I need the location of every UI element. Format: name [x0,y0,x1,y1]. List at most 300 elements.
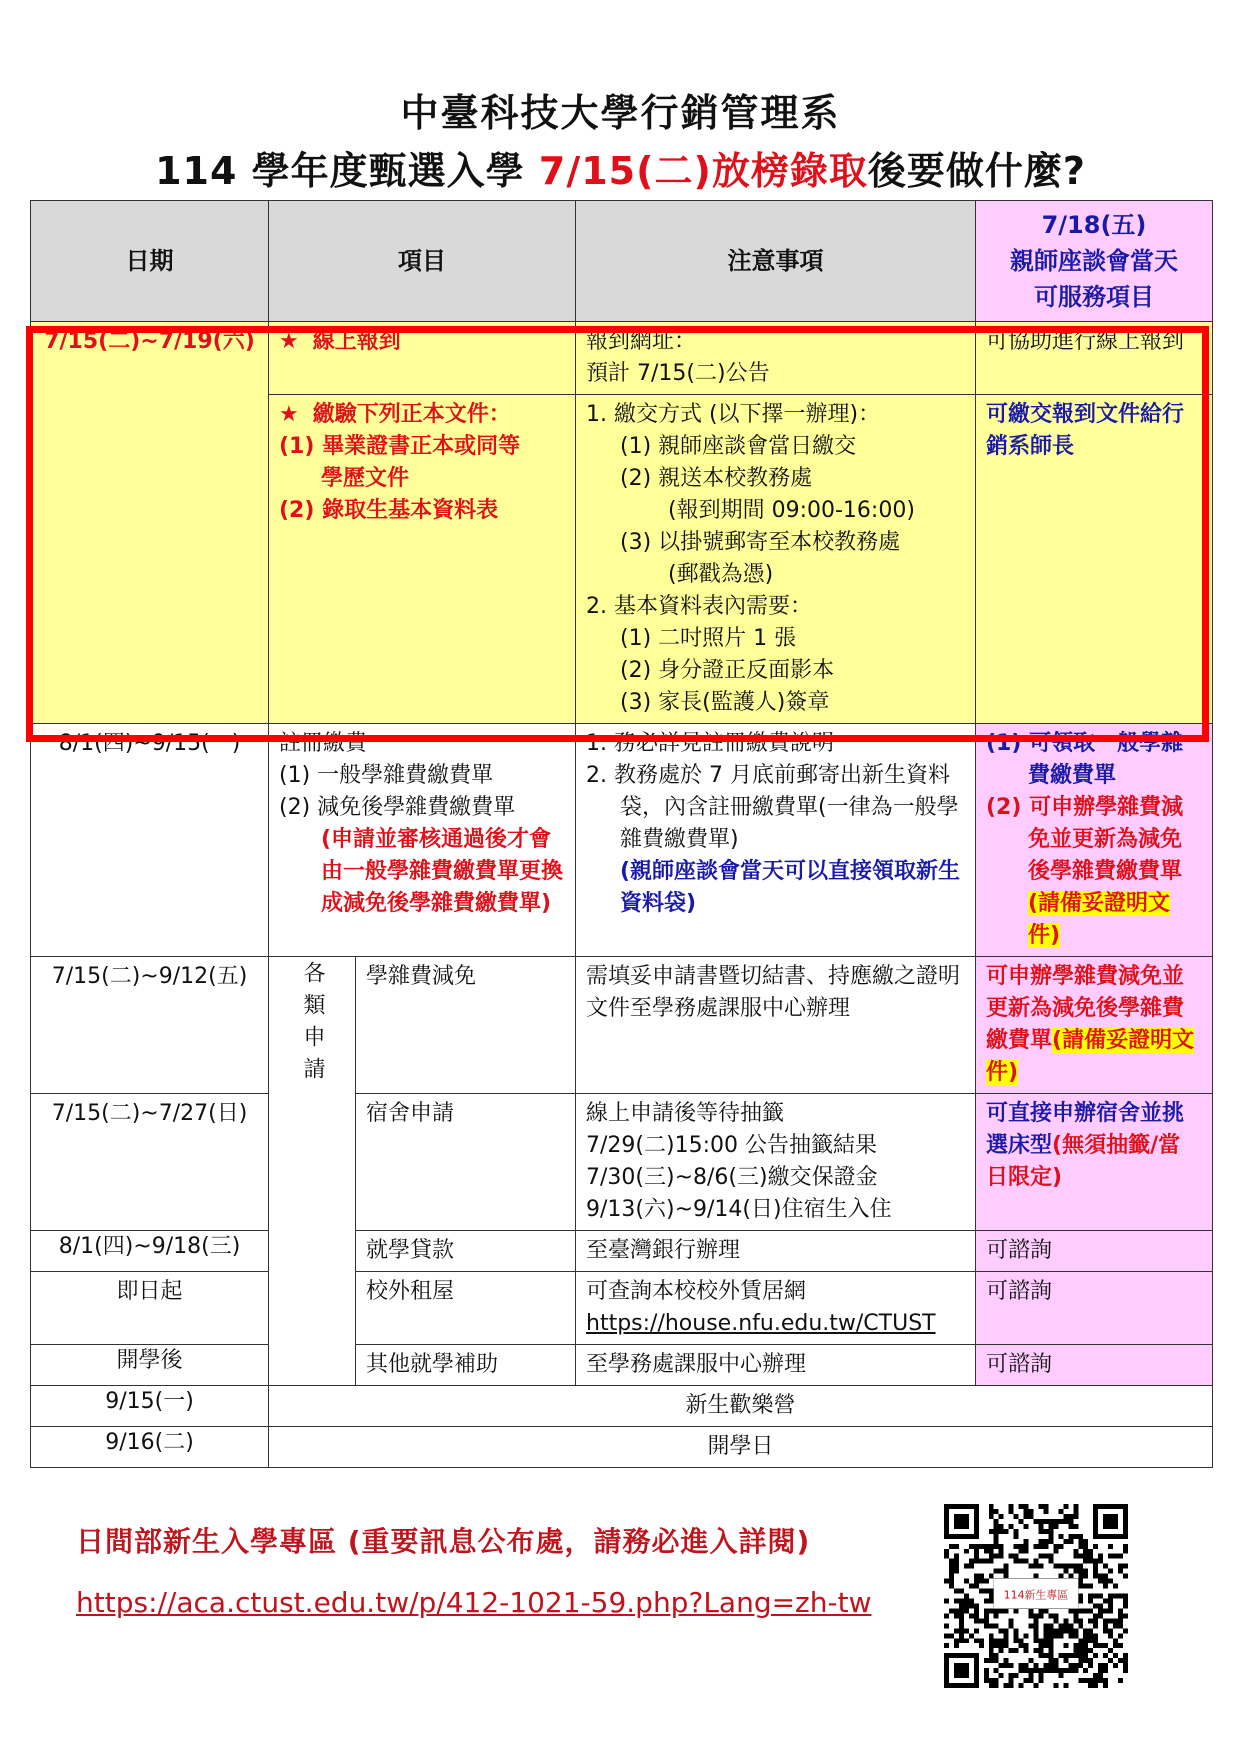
note-line: (2) 身分證正反面影本 [620,658,835,683]
qr-module [1063,1628,1068,1633]
row-item [269,395,576,724]
qr-module [1063,1683,1068,1688]
qr-module [1048,1554,1053,1559]
qr-module [1103,1683,1108,1688]
qr-module [1014,1608,1019,1613]
qr-module [994,1613,999,1618]
qr-module [1014,1638,1019,1643]
qr-module [994,1623,999,1628]
qr-module [1019,1519,1024,1524]
row-service: 可協助進行線上報到 [976,322,1213,395]
qr-module [1058,1509,1063,1514]
qr-module [1043,1668,1048,1673]
qr-module [1058,1633,1063,1638]
rental-link[interactable]: https://house.nfu.edu.tw/CTUST [586,1311,936,1336]
qr-module [1118,1618,1123,1623]
qr-module [1113,1594,1118,1599]
qr-module [989,1683,994,1688]
qr-module [1103,1574,1108,1579]
qr-module [1043,1663,1048,1668]
qr-module [1078,1534,1083,1539]
row-date: 7/15(二)~7/19(六) [31,322,269,724]
qr-module [979,1559,984,1564]
qr-module [1083,1653,1088,1658]
qr-module [1073,1608,1078,1613]
qr-module [1058,1564,1063,1569]
qr-module [1063,1653,1068,1658]
qr-module [1068,1608,1073,1613]
row-date: 8/1(四)~9/18(三) [31,1231,269,1272]
qr-module [1098,1613,1103,1618]
qr-module [989,1608,994,1613]
qr-module [984,1613,989,1618]
row-service: 可諮詢 [976,1345,1213,1386]
qr-module [1034,1559,1039,1564]
qr-module [1048,1613,1053,1618]
qr-module [1068,1564,1073,1569]
qr-module [1014,1628,1019,1633]
qr-module [969,1584,974,1589]
qr-module [1078,1638,1083,1643]
header-notes: 注意事項 [576,201,976,322]
qr-module [959,1618,964,1623]
qr-module [1088,1598,1093,1603]
qr-module [1073,1554,1078,1559]
qr-module [954,1613,959,1618]
qr-module [974,1574,979,1579]
qr-module [1024,1544,1029,1549]
qr-module [989,1658,994,1663]
qr-module [989,1594,994,1599]
qr-module [1108,1628,1113,1633]
qr-module [1053,1524,1058,1529]
qr-module [1034,1683,1039,1688]
qr-module [1038,1643,1043,1648]
row-item-text: 線上報到 [312,329,401,354]
qr-module [1048,1653,1053,1658]
row-item [269,724,576,957]
qr-module [1068,1628,1073,1633]
qr-module [959,1603,964,1608]
subtitle-pre: 114 學年度甄選入學 [155,149,539,193]
qr-module [964,1564,969,1569]
qr-module [1009,1623,1014,1628]
qr-module [1019,1638,1024,1643]
qr-module [1108,1603,1113,1608]
item-line-text: 繳驗下列正本文件： [312,402,511,427]
qr-module [1088,1658,1093,1663]
qr-module [1088,1638,1093,1643]
table-row [31,1345,1213,1386]
qr-module [959,1613,964,1618]
header-date: 日期 [31,201,269,322]
qr-module [1014,1554,1019,1559]
row-service: 可諮詢 [976,1231,1213,1272]
qr-module [1063,1504,1068,1509]
qr-module [974,1603,979,1608]
qr-module [989,1514,994,1519]
header-service-date: 7/18(五) [1041,211,1147,239]
row-notes [576,322,976,395]
qr-module [1093,1618,1098,1623]
qr-module [984,1678,989,1683]
qr-module [1093,1633,1098,1638]
qr-module [984,1598,989,1603]
qr-module [954,1628,959,1633]
qr-module [974,1628,979,1633]
note-line: (報到期間 09:00-16:00) [668,498,915,523]
qr-module [1098,1554,1103,1559]
row-item [269,322,576,395]
header-service-title: 親師座談會當天 [1010,247,1178,275]
qr-module [1108,1544,1113,1549]
qr-module [1108,1569,1113,1574]
qr-module [1083,1633,1088,1638]
qr-module [1068,1668,1073,1673]
qr-module [999,1549,1004,1554]
qr-module [1014,1544,1019,1549]
service-text: 可申辦學雜費減免並更新為減免後學雜費繳費單 [986,964,1185,1053]
note-line: (郵戳為憑) [668,562,774,587]
note-line: 報到網址： [586,329,697,354]
item-line: 學歷文件 [321,466,410,491]
qr-module [1083,1549,1088,1554]
qr-module [1123,1544,1128,1549]
qr-module [974,1638,979,1643]
qr-module [949,1564,954,1569]
qr-module [1014,1673,1019,1678]
qr-module [1009,1509,1014,1514]
table-row [31,322,1213,395]
group-label [269,957,356,1386]
qr-module [1083,1658,1088,1663]
qr-module [1123,1613,1128,1618]
qr-module [1024,1549,1029,1554]
qr-module [1093,1569,1098,1574]
qr-module [1063,1569,1068,1574]
qr-module [959,1608,964,1613]
qr-module [1088,1648,1093,1653]
qr-module [974,1613,979,1618]
service-text: (2) 可申辦學雜費減免並更新為減免後學雜費繳費單 [986,795,1184,884]
qr-module [1093,1653,1098,1658]
qr-module [1038,1504,1043,1509]
qr-module [1053,1519,1058,1524]
qr-module [1024,1514,1029,1519]
qr-module [954,1564,959,1569]
qr-module [1063,1539,1068,1544]
star-icon: ★ [279,329,299,354]
row-item: 就學貸款 [356,1231,576,1272]
qr-module [979,1574,984,1579]
qr-module [1078,1539,1083,1544]
qr-module [999,1673,1004,1678]
qr-module [1108,1594,1113,1599]
qr-module [1063,1668,1068,1673]
qr-module [1123,1628,1128,1633]
qr-module [1048,1623,1053,1628]
qr-module [1048,1643,1053,1648]
service-note: (無須抽籤/當日限定) [986,1133,1181,1190]
qr-module [1083,1638,1088,1643]
qr-module [1103,1663,1108,1668]
qr-module [989,1648,994,1653]
qr-module [944,1643,949,1648]
qr-module [1118,1564,1123,1569]
qr-module [1083,1648,1088,1653]
qr-module [1088,1663,1093,1668]
qr-module [1073,1653,1078,1658]
qr-module [1093,1603,1098,1608]
row-date: 9/16(二) [31,1427,269,1468]
qr-module [984,1668,989,1673]
qr-module [1113,1643,1118,1648]
qr-module [999,1628,1004,1633]
qr-module [1078,1569,1083,1574]
qr-module [1088,1584,1093,1589]
qr-module [1123,1549,1128,1554]
qr-module [1078,1554,1083,1559]
qr-module [954,1554,959,1559]
qr-module [984,1589,989,1594]
qr-module [949,1584,954,1589]
service-line [986,792,1202,952]
qr-module [1088,1594,1093,1599]
qr-module [1058,1673,1063,1678]
qr-module [1048,1638,1053,1643]
note-line: 7/29(二)15:00 公告抽籤結果 [586,1133,877,1158]
qr-module [1083,1678,1088,1683]
qr-module [1088,1678,1093,1683]
qr-module [1083,1559,1088,1564]
qr-module [1078,1643,1083,1648]
qr-module [1073,1668,1078,1673]
qr-module [989,1529,994,1534]
qr-module [954,1638,959,1643]
qr-module [1034,1623,1039,1628]
qr-module [1048,1633,1053,1638]
qr-module [994,1569,999,1574]
qr-module [1063,1643,1068,1648]
qr-module [949,1569,954,1574]
qr-module [1043,1623,1048,1628]
qr-module [989,1574,994,1579]
qr-module [1048,1519,1053,1524]
qr-module [1113,1618,1118,1623]
qr-module [1093,1594,1098,1599]
qr-module [1113,1653,1118,1658]
qr-module [1103,1608,1108,1613]
qr-module [989,1509,994,1514]
qr-module [1118,1613,1123,1618]
qr-module [999,1643,1004,1648]
qr-module [1038,1638,1043,1643]
page-title: 中臺科技大學行銷管理系 [400,91,841,135]
qr-module [1034,1519,1039,1524]
qr-module [1048,1539,1053,1544]
qr-module [1004,1529,1009,1534]
qr-module [1019,1643,1024,1648]
qr-module [1083,1569,1088,1574]
qr-module [1004,1643,1009,1648]
qr-module [979,1643,984,1648]
qr-module [1029,1564,1034,1569]
qr-module [969,1559,974,1564]
note-line: (親師座談會當天可以直接領取新生資料袋) [620,859,961,916]
qr-module [969,1633,974,1638]
qr-module [999,1544,1004,1549]
qr-module [1043,1653,1048,1658]
qr-module [1063,1658,1068,1663]
note-line: (1) 親師座談會當日繳交 [620,434,857,459]
qr-module [974,1559,979,1564]
qr-module [1024,1539,1029,1544]
qr-module [969,1544,974,1549]
qr-module [1043,1608,1048,1613]
qr-module [1029,1608,1034,1613]
row-notes [576,1272,976,1345]
qr-module [1004,1628,1009,1633]
qr-module [1038,1673,1043,1678]
qr-module [1073,1504,1078,1509]
qr-module [1088,1554,1093,1559]
qr-module [964,1608,969,1613]
qr-module [1009,1618,1014,1623]
qr-module [1103,1584,1108,1589]
qr-module [1078,1658,1083,1663]
qr-module [1108,1554,1113,1559]
row-item: 校外租屋 [356,1272,576,1345]
qr-module [1123,1564,1128,1569]
qr-module [989,1643,994,1648]
qr-module [1073,1643,1078,1648]
qr-module [1088,1633,1093,1638]
table-row [31,724,1213,957]
qr-module [1103,1623,1108,1628]
qr-module [1009,1678,1014,1683]
qr-module [1034,1628,1039,1633]
qr-module [1093,1643,1098,1648]
qr-module [1078,1618,1083,1623]
qr-module [1053,1658,1058,1663]
qr-module [1058,1574,1063,1579]
qr-module [954,1608,959,1613]
note-line: (2) 親送本校教務處 [620,466,813,491]
qr-module [999,1663,1004,1668]
qr-module [1034,1544,1039,1549]
note-line: 可查詢本校校外賃居網 [586,1279,807,1304]
item-line [279,399,565,431]
qr-module [1098,1668,1103,1673]
item-line: (2) 減免後學雜費繳費單 [279,795,516,820]
qr-module [989,1653,994,1658]
qr-module [1123,1603,1128,1608]
qr-module [1123,1574,1128,1579]
note-line: 7/30(三)~8/6(三)繳交保證金 [586,1165,878,1190]
qr-module [1043,1628,1048,1633]
qr-module [994,1653,999,1658]
qr-caption: 114新生專區 [1003,1588,1069,1602]
qr-module [1108,1658,1113,1663]
qr-module [944,1598,949,1603]
qr-module [964,1628,969,1633]
qr-module [1098,1673,1103,1678]
group-label-text: 各類申請 [300,961,325,1089]
qr-module [1048,1628,1053,1633]
footer-notice: 日間部新生入學專區 (重要訊息公布處，請務必進入詳閱) [76,1525,811,1558]
qr-module [1009,1554,1014,1559]
table-row [31,1272,1213,1345]
row-date: 即日起 [31,1272,269,1345]
qr-module [1048,1534,1053,1539]
qr-module [1029,1673,1034,1678]
qr-module [1038,1554,1043,1559]
qr-module [1029,1613,1034,1618]
qr-module [1093,1673,1098,1678]
qr-module [1118,1658,1123,1663]
qr-module [1024,1509,1029,1514]
row-date: 9/15(一) [31,1386,269,1427]
qr-module [1073,1569,1078,1574]
qr-module [1068,1574,1073,1579]
note-line: 2. 教務處於 7 月底前郵寄出新生資料袋，內含註冊繳費單(一律為一般學雜費繳費單) [586,763,959,852]
qr-module [1103,1643,1108,1648]
qr-module [989,1623,994,1628]
qr-module [1088,1549,1093,1554]
qr-module [1038,1678,1043,1683]
qr-module [1078,1574,1083,1579]
qr-module [979,1589,984,1594]
qr-module [1048,1658,1053,1663]
qr-module [999,1569,1004,1574]
qr-module [1048,1648,1053,1653]
qr-module [1058,1534,1063,1539]
qr-module [1088,1608,1093,1613]
subtitle-highlight: 7/15(二)放榜錄取 [538,149,868,193]
qr-module [1078,1623,1083,1628]
qr-module [1113,1584,1118,1589]
qr-module [999,1638,1004,1643]
qr-module [944,1633,949,1638]
qr-module [999,1648,1004,1653]
row-item: 其他就學補助 [356,1345,576,1386]
qr-module [949,1559,954,1564]
qr-module [1108,1633,1113,1638]
qr-module [1034,1574,1039,1579]
qr-module [1083,1574,1088,1579]
row-item: 宿舍申請 [356,1094,576,1231]
qr-module [984,1658,989,1663]
qr-module [1108,1648,1113,1653]
qr-module [1038,1653,1043,1658]
subtitle-post: 後要做什麼? [867,149,1086,193]
qr-module [979,1638,984,1643]
note-line: 線上申請後等待抽籤 [586,1101,785,1126]
qr-module [1004,1569,1009,1574]
qr-module [1083,1628,1088,1633]
qr-module [1034,1613,1039,1618]
qr-module [989,1638,994,1643]
qr-module [1108,1618,1113,1623]
qr-module [989,1589,994,1594]
qr-module [994,1524,999,1529]
item-line: 註冊繳費 [279,731,368,756]
qr-module [1073,1564,1078,1569]
qr-module [989,1559,994,1564]
qr-module [1058,1519,1063,1524]
schedule-table [30,200,1213,1468]
footer-link[interactable]: https://aca.ctust.edu.tw/p/412-1021-59.php?Lang=zh-tw [76,1586,872,1619]
